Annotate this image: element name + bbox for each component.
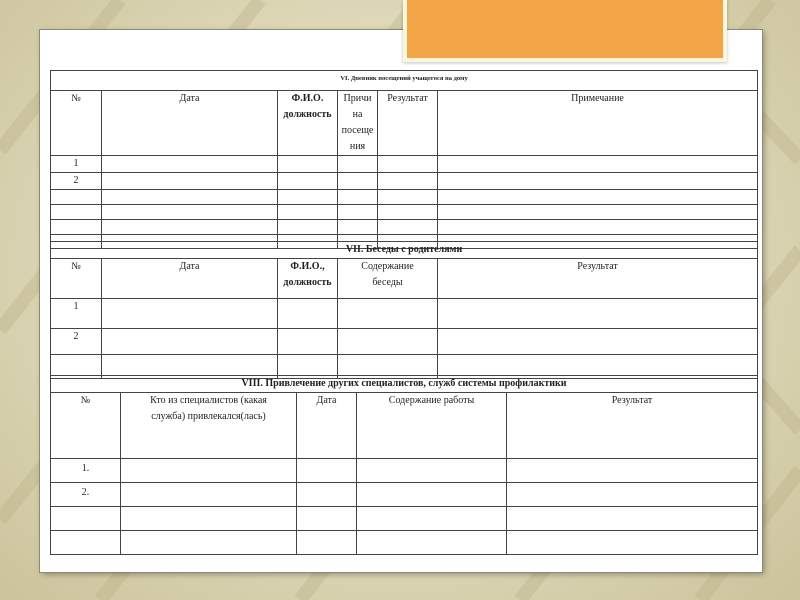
table-row bbox=[51, 507, 758, 531]
header-who-line2: служба) привлекался(лась) bbox=[151, 411, 266, 422]
table-row bbox=[51, 459, 758, 483]
row-number: 2 bbox=[51, 329, 102, 355]
header-reason-line3: посеще bbox=[341, 125, 374, 136]
header-content bbox=[338, 259, 438, 299]
header-reason-line2: на bbox=[352, 109, 363, 120]
table-row bbox=[51, 220, 758, 235]
header-fio bbox=[278, 259, 338, 299]
header-reason-line4: ния bbox=[349, 141, 366, 152]
table-row bbox=[51, 205, 758, 220]
specialists-table bbox=[50, 375, 758, 555]
table-row bbox=[51, 483, 758, 507]
table-row bbox=[51, 173, 758, 190]
header-result: Результат bbox=[507, 393, 758, 459]
header-fio-line1: Ф.И.О. bbox=[291, 93, 324, 104]
header-fio bbox=[278, 91, 338, 156]
section6-title: VI. Дневник посещений учащегося на дому bbox=[51, 71, 758, 91]
table-row bbox=[51, 156, 758, 173]
header-date: Дата bbox=[102, 91, 278, 156]
header-content-line2: беседы bbox=[372, 277, 403, 288]
header-number: № bbox=[51, 259, 102, 299]
header-number: № bbox=[51, 393, 121, 459]
row-number: 2. bbox=[51, 483, 121, 507]
home-visits-table bbox=[50, 70, 758, 249]
row-number: 1 bbox=[51, 299, 102, 329]
header-result: Результат bbox=[438, 259, 758, 299]
header-reason bbox=[338, 91, 378, 156]
header-date: Дата bbox=[102, 259, 278, 299]
header-fio-line1: Ф.И.О., bbox=[290, 261, 325, 272]
header-note: Примечание bbox=[438, 91, 758, 156]
header-date: Дата bbox=[297, 393, 357, 459]
header-who bbox=[121, 393, 297, 459]
row-number: 1 bbox=[51, 156, 102, 173]
header-content-line1: Содержание bbox=[361, 261, 414, 272]
section7-title: VII. Беседы с родителями bbox=[51, 242, 758, 259]
table-row bbox=[51, 329, 758, 355]
table-row bbox=[51, 190, 758, 205]
header-reason-line1: Причи bbox=[343, 93, 372, 104]
parent-talks-table bbox=[50, 241, 758, 379]
row-number: 2 bbox=[51, 173, 102, 190]
header-who-line1: Кто из специалистов (какая bbox=[150, 395, 267, 406]
header-content: Содержание работы bbox=[357, 393, 507, 459]
header-fio-line2: должность bbox=[283, 277, 332, 288]
row-number: 1. bbox=[51, 459, 121, 483]
header-result: Результат bbox=[378, 91, 438, 156]
table-row bbox=[51, 299, 758, 329]
header-fio-line2: должность bbox=[283, 109, 332, 120]
title-placeholder-box bbox=[403, 0, 727, 62]
table-row bbox=[51, 531, 758, 555]
section8-title: VIII. Привлечение других специалистов, служб системы профилактики bbox=[51, 376, 758, 393]
header-number: № bbox=[51, 91, 102, 156]
